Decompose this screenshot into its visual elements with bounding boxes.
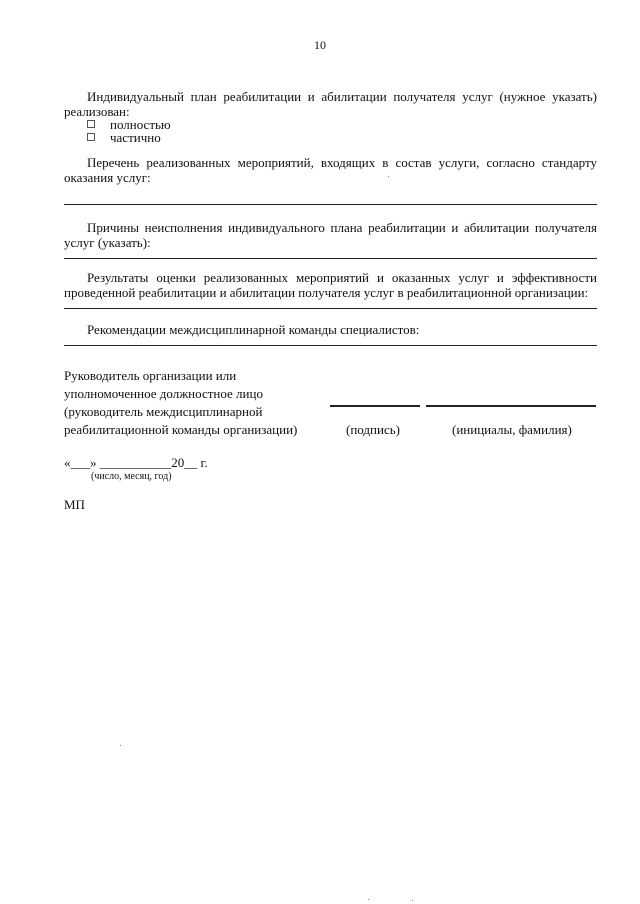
date-field[interactable] bbox=[64, 455, 208, 470]
scan-speck bbox=[368, 899, 369, 900]
recommendations-fill-line[interactable] bbox=[64, 345, 597, 346]
results-fill-line[interactable] bbox=[64, 308, 597, 309]
signatory-role-line-4: реабилитационной команды организации) bbox=[64, 422, 298, 437]
measures-fill-line[interactable] bbox=[64, 204, 597, 205]
scan-speck bbox=[120, 745, 121, 746]
signatory-role-line-3: (руководитель междисциплинарной bbox=[64, 404, 263, 419]
plan-section-line-2: реализован: bbox=[64, 104, 130, 119]
reasons-section-line-1: Причины неисполнения индивидуального плана реабилитации и абилитации получателя bbox=[87, 220, 597, 235]
measures-section-line-2: оказания услуг: bbox=[64, 170, 151, 185]
measures-section-line-1: Перечень реализованных мероприятий, входящих в состав услуги, согласно стандарту bbox=[87, 155, 597, 170]
date-year-suffix: г. bbox=[197, 455, 208, 470]
name-caption: (инициалы, фамилия) bbox=[452, 422, 572, 437]
date-year-blank[interactable]: __ bbox=[184, 455, 198, 470]
option-partially-label: частично bbox=[110, 130, 161, 145]
date-caption: (число, месяц, год) bbox=[91, 471, 172, 482]
scan-speck bbox=[412, 900, 413, 901]
plan-section-line-1: Индивидуальный план реабилитации и абилитации получателя услуг (нужное указать) bbox=[87, 89, 597, 104]
date-year-prefix: 20 bbox=[171, 455, 185, 470]
signatory-role-line-2: уполномоченное должностное лицо bbox=[64, 386, 263, 401]
scan-speck bbox=[388, 176, 389, 177]
reasons-section-line-2: услуг (указать): bbox=[64, 235, 151, 250]
recommendations-section-line-1: Рекомендации междисциплинарной команды специалистов: bbox=[87, 322, 420, 337]
reasons-fill-line[interactable] bbox=[64, 258, 597, 259]
date-close-quote: » bbox=[90, 455, 97, 470]
signature-caption: (подпись) bbox=[346, 422, 400, 437]
checkbox-partially[interactable] bbox=[87, 133, 95, 141]
signature-line[interactable] bbox=[330, 405, 420, 407]
results-section-line-2: проведенной реабилитации и абилитации получателя услуг в реабилитационной организации: bbox=[64, 285, 589, 300]
results-section-line-1: Результаты оценки реализованных мероприятий и оказанных услуг и эффективности bbox=[87, 270, 597, 285]
page-number: 10 bbox=[314, 38, 326, 52]
stamp-label: МП bbox=[64, 497, 85, 512]
date-day-blank[interactable]: ___ bbox=[70, 455, 90, 470]
date-open-quote: « bbox=[64, 455, 71, 470]
checkbox-fully[interactable] bbox=[87, 120, 95, 128]
signatory-role-line-1: Руководитель организации или bbox=[64, 368, 237, 383]
name-line[interactable] bbox=[426, 405, 596, 407]
option-fully-label: полностью bbox=[110, 117, 171, 132]
date-month-blank[interactable]: ___________ bbox=[99, 455, 172, 470]
